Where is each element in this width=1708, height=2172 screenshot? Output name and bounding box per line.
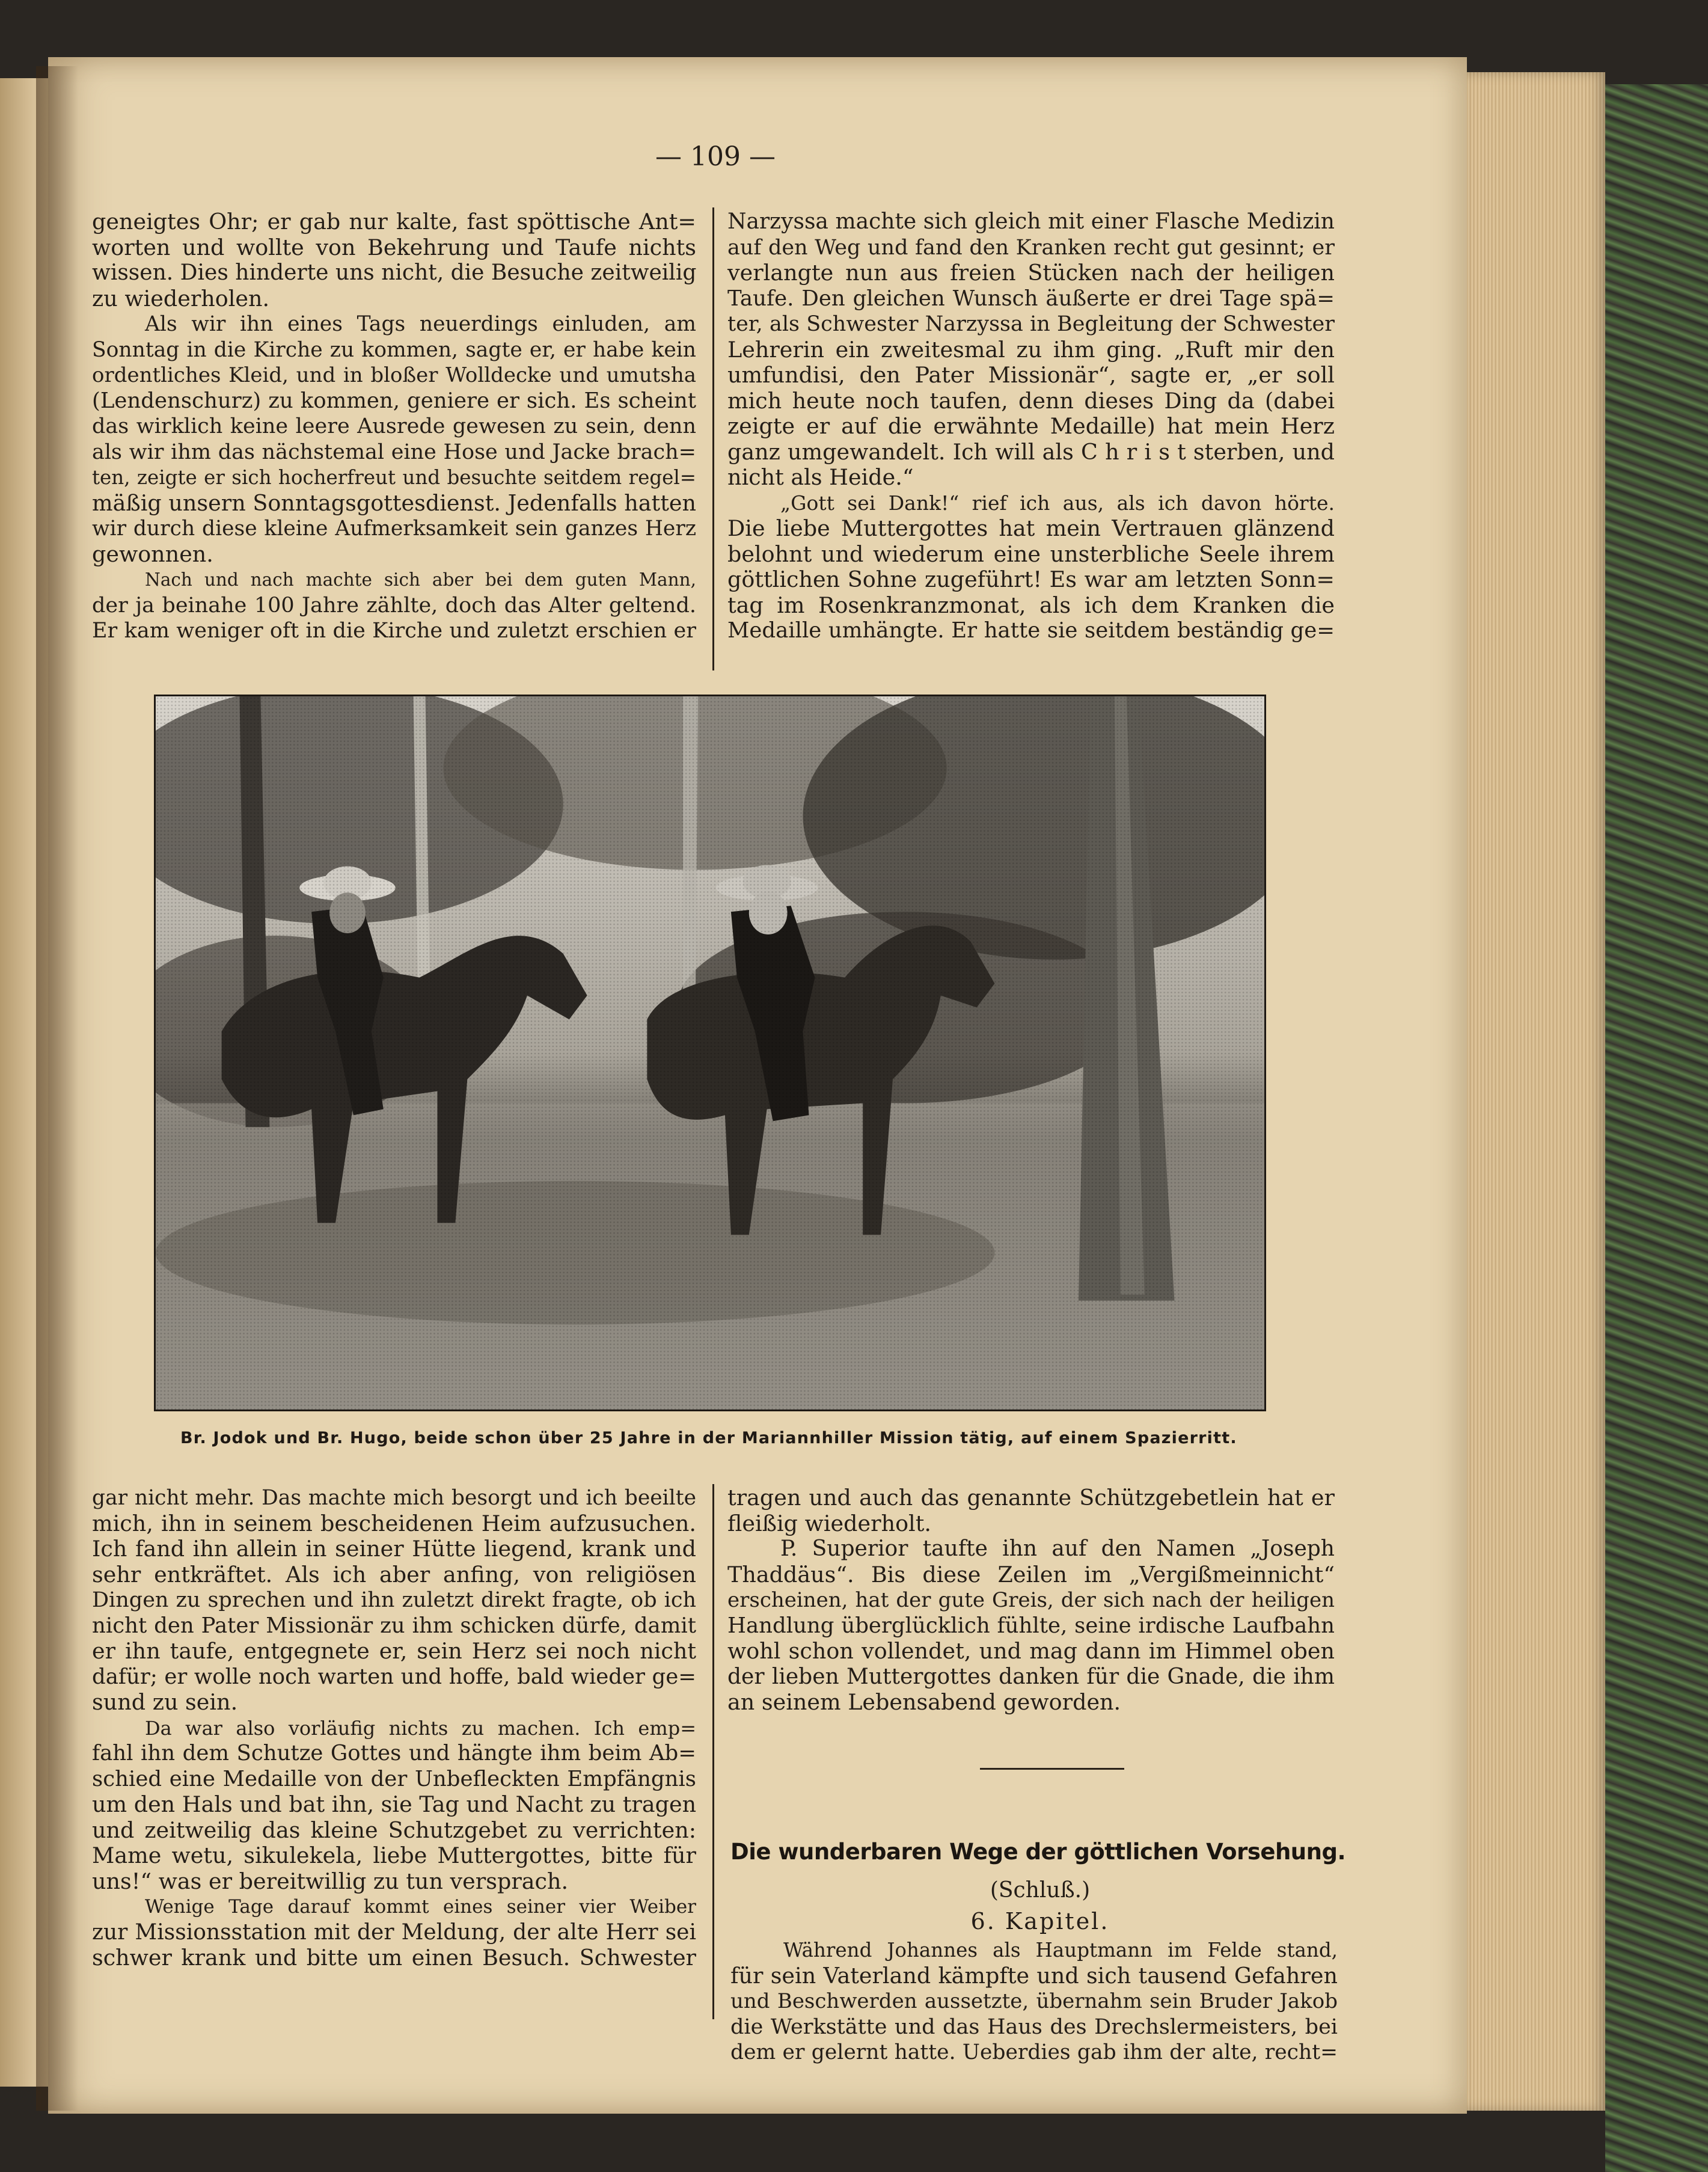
- text-line: wissen. Dies hinderte uns nicht, die Besuche zeitweilig: [92, 260, 697, 285]
- text-line: Sonntag in die Kirche zu kommen, sagte er, er habe kein: [92, 337, 696, 362]
- text-line: nicht als Heide.“: [727, 464, 914, 490]
- text-line: mich heute noch taufen, denn dieses Ding da (dabei: [727, 387, 1335, 414]
- text-line: und zeitweilig das kleine Schutzgebet zu verrichten:: [92, 1817, 696, 1843]
- column-left-top: [92, 209, 696, 644]
- text-line: mich, ihn in seinem bescheidenen Heim aufzusuchen.: [92, 1510, 696, 1536]
- text-line: Mame wetu, sikulekela, liebe Muttergottes, bitte für: [92, 1842, 696, 1868]
- text-line: sund zu sein.: [92, 1689, 238, 1715]
- text-line: wohl schon vollendet, und mag dann im Himmel oben: [727, 1638, 1335, 1664]
- text-line: fleißig wiederholt.: [727, 1510, 931, 1536]
- column-divider-top: [712, 207, 714, 670]
- text-line: zur Missionsstation mit der Meldung, der alte Herr sei: [92, 1919, 696, 1945]
- story-chapter: 6. Kapitel.: [970, 1908, 1110, 1934]
- story-heading: Die wunderbaren Wege der göttlichen Vorsehung.: [730, 1839, 1346, 1865]
- text-line: Ich fand ihn allein in seiner Hütte liegend, krank und: [92, 1536, 696, 1562]
- text-line: (Lendenschurz) zu kommen, geniere er sich. Es scheint: [92, 388, 696, 413]
- text-line: Narzyssa machte sich gleich mit einer Flasche Medizin: [727, 209, 1335, 234]
- text-line: Handlung überglücklich fühlte, seine irdische Laufbahn: [727, 1613, 1335, 1638]
- text-line: auf den Weg und fand den Kranken recht gut gesinnt; er: [727, 235, 1335, 260]
- text-line: um den Hals und bat ihn, sie Tag und Nacht zu tragen: [92, 1791, 697, 1817]
- page-number: — 109 —: [655, 141, 776, 172]
- text-line: Lehrerin ein zweitesmal zu ihm ging. „Ruft mir den: [727, 336, 1335, 363]
- text-line: der lieben Muttergottes danken für die Gnade, die ihm: [727, 1664, 1335, 1689]
- book-gutter-shadow: [36, 66, 78, 2111]
- text-line: dafür; er wolle noch warten und hoffe, bald wieder ge=: [92, 1664, 696, 1689]
- text-line: Medaille umhängte. Er hatte sie seitdem beständig ge=: [727, 618, 1335, 643]
- column-left-bottom: [92, 1485, 696, 1971]
- text-line: Nach und nach machte sich aber bei dem guten Mann,: [145, 569, 696, 590]
- text-line: Während Johannes als Hauptmann im Felde stand,: [783, 1939, 1338, 1962]
- text-line: verlangte nun aus freien Stücken nach der heiligen: [727, 260, 1335, 286]
- photo-caption: Br. Jodok und Br. Hugo, beide schon über 25 Jahre in der Mariannhiller Mission tätig, auf einem Spazierritt.: [180, 1429, 1237, 1447]
- text-line: worten und wollte von Bekehrung und Taufe nichts: [92, 234, 696, 260]
- text-line: Die liebe Muttergottes hat mein Vertrauen glänzend: [727, 515, 1335, 541]
- page-edges: [1467, 72, 1605, 2111]
- text-line: Als wir ihn eines Tags neuerdings einluden, am: [145, 312, 696, 336]
- text-line: fahl ihn dem Schutze Gottes und hängte ihm beim Ab=: [92, 1741, 696, 1766]
- text-line: zu wiederholen.: [92, 285, 270, 311]
- text-line: Wenige Tage darauf kommt eines seiner vier Weiber: [145, 1896, 696, 1918]
- text-line: nicht den Pater Missionär zu ihm schicken dürfe, damit: [92, 1613, 696, 1638]
- text-line: belohnt und wiederum eine unsterbliche Seele ihrem: [727, 541, 1335, 567]
- text-line: Da war also vorläufig nichts zu machen. Ich emp=: [145, 1716, 696, 1740]
- text-line: gewonnen.: [92, 541, 213, 567]
- text-line: ten, zeigte er sich hocherfreut und besuchte seitdem regel=: [92, 466, 696, 489]
- text-line: umfundisi, den Pater Missionär“, sagte er, „er soll: [727, 362, 1335, 388]
- text-line: Dingen zu sprechen und ihn zuletzt direkt fragte, ob ich: [92, 1588, 696, 1612]
- text-line: ordentliches Kleid, und in bloßer Wolldecke und umutsha: [92, 363, 696, 387]
- text-line: und Beschwerden aussetzte, übernahm sein Bruder Jakob: [730, 1989, 1338, 2013]
- text-line: sehr entkräftet. Als ich aber anfing, von religiösen: [92, 1561, 696, 1588]
- text-line: das wirklich keine leere Ausrede gewesen zu sein, denn: [92, 414, 696, 438]
- text-line: ter, als Schwester Narzyssa in Begleitung der Schwester: [727, 312, 1335, 336]
- text-line: er ihn taufe, entgegnete er, sein Herz sei noch nicht: [92, 1638, 696, 1664]
- text-line: schwer krank und bitte um einen Besuch. Schwester: [92, 1945, 696, 1971]
- section-rule: [980, 1768, 1124, 1770]
- column-right-top: [727, 209, 1335, 644]
- text-line: tragen und auch das genannte Schützgebetlein hat er: [727, 1485, 1335, 1511]
- story-subhead: (Schluß.): [990, 1878, 1091, 1903]
- text-line: Er kam weniger oft in die Kirche und zuletzt erschien er: [92, 619, 696, 643]
- column-divider-bottom: [712, 1484, 714, 2019]
- text-line: schied eine Medaille von der Unbefleckten Empfängnis: [92, 1766, 696, 1791]
- text-line: ganz umgewandelt. Ich will als C h r i s t sterben, und: [727, 438, 1335, 465]
- text-line: göttlichen Sohne zugeführt! Es war am letzten Sonn=: [727, 566, 1335, 592]
- text-line: zeigte er auf die erwähnte Medaille) hat mein Herz: [727, 413, 1335, 439]
- text-line: für sein Vaterland kämpfte und sich tausend Gefahren: [730, 1962, 1338, 1989]
- halftone-photo: [156, 696, 1264, 1410]
- text-line: Taufe. Den gleichen Wunsch äußerte er drei Tage spä=: [727, 286, 1335, 311]
- text-line: Thaddäus“. Bis diese Zeilen im „Vergißmeinnicht“: [727, 1561, 1335, 1588]
- text-line: mäßig unsern Sonntagsgottesdienst. Jedenfalls hatten: [92, 489, 696, 516]
- text-line: „Gott sei Dank!“ rief ich aus, als ich davon hörte.: [780, 491, 1335, 515]
- column-story: [730, 1937, 1338, 2066]
- text-line: geneigtes Ohr; er gab nur kalte, fast spöttische Ant=: [92, 209, 696, 235]
- text-line: als wir ihm das nächstemal eine Hose und Jacke brach=: [92, 440, 696, 464]
- text-line: uns!“ was er bereitwillig zu tun versprach.: [92, 1868, 569, 1894]
- text-line: tag im Rosenkranzmonat, als ich dem Kranken die: [727, 592, 1335, 618]
- text-line: gar nicht mehr. Das machte mich besorgt und ich beeilte: [92, 1486, 696, 1510]
- book-cover-marbled: [1605, 84, 1708, 2172]
- text-line: der ja beinahe 100 Jahre zählte, doch das Alter geltend.: [92, 593, 696, 618]
- text-line: dem er gelernt hatte. Ueberdies gab ihm der alte, recht=: [730, 2040, 1338, 2064]
- text-line: erscheinen, hat der gute Greis, der sich nach der heiligen: [727, 1588, 1335, 1612]
- text-line: wir durch diese kleine Aufmerksamkeit sein ganzes Herz: [92, 517, 696, 541]
- column-right-bottom: [727, 1485, 1335, 1716]
- text-line: die Werkstätte und das Haus des Drechslermeisters, bei: [730, 2014, 1338, 2039]
- text-line: an seinem Lebensabend geworden.: [727, 1689, 1121, 1715]
- photo-two-riders: [154, 695, 1266, 1411]
- text-line: P. Superior taufte ihn auf den Namen „Joseph: [780, 1536, 1335, 1561]
